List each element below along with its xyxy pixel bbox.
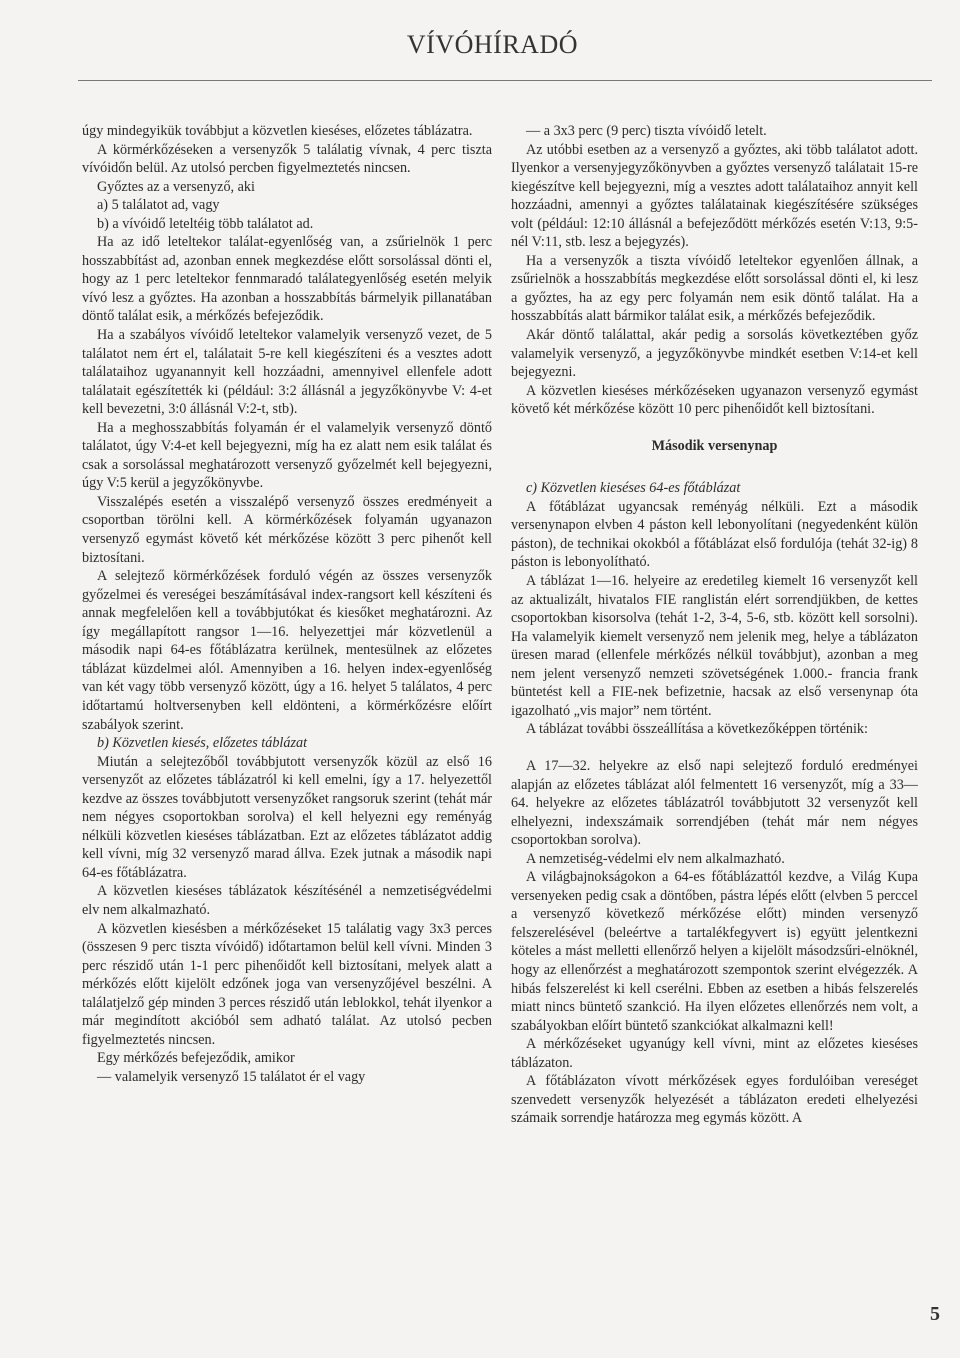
section-title: Második versenynap xyxy=(651,437,778,454)
paragraph: A világbajnokságokon a 64-es főtáblázattól kezdve, a Világ Kupa versenyeken pedig csak a döntőben, pástra lépés előtt (elvben 5 perccel a versenyző következő mérkőzése előtt) minden versenyző felszerelésével (beleértve a tartalékfegyvert is) együtt jelentkezni köteles a mást melletti ellenőrző helyen a kijelölt másodzsűri-elnöknél, hogy az ellenőrzést a meghatározott szempontok szerint elvégezzék. A hibás felszerelést ki kell cserélni. Ebben az esetben a hibás felszerelés miatt nincs büntető szankció. Ha ilyen előzetes ellenőrzés nem volt, a szabályokban előírt büntető szankciókat alkalmazni kell! xyxy=(511,869,918,1034)
list-item: — a 3x3 perc (9 perc) tiszta vívóidő letelt. xyxy=(526,123,767,139)
right-column xyxy=(511,122,918,1128)
list-item: b) a vívóidő leteltéig több találatot ad. xyxy=(97,215,314,232)
list-item: — valamelyik versenyző 15 találatot ér el vagy xyxy=(97,1068,366,1085)
left-column xyxy=(82,122,492,1086)
paragraph: A főtáblázat ugyancsak reményág nélküli. Ezt a második versenynapon elvben 4 páston kell lebonyolítani (negyedenként külön páston), de technikai okokból a főtáblázat első fordulója (tehát 32-ig) 8 páston is lebonyolítható. xyxy=(511,498,918,571)
paragraph: A mérkőzéseket ugyanúgy kell vívni, mint az előzetes kieséses táblázaton. xyxy=(511,1036,918,1071)
paragraph: A közvetlen kieséses táblázatok készítésénél a nemzetiségvédelmi elv nem alkalmazható. xyxy=(82,883,492,918)
section-heading: c) Közvetlen kieséses 64-es főtáblázat xyxy=(526,480,741,497)
paragraph: A táblázat további összeállítása a következőképpen történik: xyxy=(526,721,868,738)
paragraph: A 17—32. helyekre az első napi selejtező forduló eredményei alapján az előzetes táblázat alól felmentett 16 versenyzőt, míg a 33—64. helyekre az előzetes táblázatról továbbjutott 32 versenyzőt kell elhelyezni, indexszámaik sorrendjében (tehát már nem négyes csoportokban sorolva). xyxy=(511,757,918,849)
header-divider xyxy=(78,80,932,81)
paragraph: Ha a szabályos vívóidő leteltekor valamelyik versenyző vezet, de 5 találatot nem ért el, találatait 5-re kell kiegészíteni és a vesztes adott találataihoz ugyanannyit kell hozzáadni, amennyivel ellenfele adott találatait egészítették ki (például: 3:2 állásnál a jegyzőkönyvbe V: 4-et kell bevezetni, 3:0 állásnál V:2-t, stb). xyxy=(82,327,492,418)
paragraph: Akár döntő találattal, akár pedig a sorsolás következtében győz valamelyik versenyző, a jegyzőkönyvbe mindkét esetben V:14-et kell bejegyezni. xyxy=(511,327,918,381)
paragraph: Az utóbbi esetben az a versenyző a győztes, aki több találatot adott. Ilyenkor a versenyjegyzőkönyvben a győztes versenyző találatait 15-re kiegészítve kell bejegyezni, míg a vesztes adott találataihoz annyit kell hozzáadni, amennyi a győztes találatainak kiegészítésére szükséges volt (például: 12:10 állásnál a befejeződött mérkőzés esetén V:13, 9:5-nél V:11, stb. lesz a bejegyzés). xyxy=(511,141,918,251)
paragraph: A selejtező körmérkőzések forduló végén az összes versenyzők győzelmei és vereségei beszámításával index-rangsort kell készíteni és annak megfelelően kell a továbbjutókat és kiesőket meghatározni. Az így megállapított rangsor 1—16. helyezettjei már közvetlenül a második napi 64-es főtáblázatra kerülnek, mentesülnek az előzetes táblázat küzdelmei alól. Amennyiben a 16. helyen index-egyenlőség van két vagy több versenyző között, úgy a 16. helyet 5 találatos, 4 perc időtartamú holtversenyben kell eldönteni, a körmérkőzésre előírt szabályok szerint. xyxy=(82,568,492,733)
paragraph: A körmérkőzéseken a versenyzők 5 találatig vívnak, 4 perc tiszta vívóidőn belül. Az utolsó percben figyelmeztetés nincsen. xyxy=(82,141,492,177)
paragraph: A közvetlen kieséses mérkőzéseken ugyanazon versenyző egymást követő két mérkőzése között 10 perc pihenőidőt kell biztosítani. xyxy=(511,382,918,418)
paragraph: A főtáblázaton vívott mérkőzések egyes fordulóiban vereséget szenvedett versenyzők helyezését a táblázaton eredeti elhelyezési számaik sorrendje határozza meg egymás között. A xyxy=(511,1073,918,1127)
paragraph: Ha az idő leteltekor találat-egyenlőség van, a zsűrielnök 1 perc hosszabbítást ad, azonban ennek megkezdése előtt sorsolással dönti el, hogy az 1 perc leteltekor fennmaradó találategyenlőség esetén melyik vívó lesz a győztes. Ha azonban a hosszabbítás bármelyik pillanatában döntő találat esik, a mérkőzés befejeződik. xyxy=(82,234,492,325)
paragraph: Miután a selejtezőből továbbjutott versenyzők közül az első 16 versenyzőt az előzetes táblázatról ki kell emelni, így a 17. helyezettől kezdve az összes továbbjutott versenyzőket rangsoruk szerint (tehát már nem négyes csoportokban sorolva) el kell helyezni egy reményág nélküli közvetlen kieséses táblázatban. Ezt az előzetes táblázatot addig kell vívni, míg 32 versenyző marad állva. Ezek jutnak a második napi 64-es főtáblázatra. xyxy=(82,753,492,881)
list-item: a) 5 találatot ad, vagy xyxy=(97,197,220,214)
paragraph: úgy mindegyikük továbbjut a közvetlen kieséses, előzetes táblázatra. xyxy=(82,123,473,139)
paragraph: Egy mérkőzés befejeződik, amikor xyxy=(97,1050,295,1067)
paragraph: A nemzetiség-védelmi elv nem alkalmazható. xyxy=(526,850,785,867)
page-title: VÍVÓHÍRADÓ xyxy=(406,30,578,59)
paragraph: A közvetlen kiesésben a mérkőzéseket 15 találatig vagy 3x3 perces (összesen 9 perc tiszta vívóidő) időtartamon belül kell vívni. Minden 3 perc részidő után 1-1 perc pihenőidőt kell biztosítani, melyek alatt a mérkőzés előtt kijelölt edzőnek joga van versenyzőjével beszélni. A találatjelző gép minden 3 perces részidő után leblokkol, tehát ilyenkor a már megindított akcióból sem adható találat. Az utolsó pecben figyelmeztetés nincsen. xyxy=(82,920,492,1048)
paragraph: A táblázat 1—16. helyeire az eredetileg kiemelt 16 versenyzőt kell az aktualizált, hivatalos FIE ranglistán elért sorrendjükben, de kettes csoportokban kisorsolva (tehát 1-2, 3-4, 5-6, stb. között kell sorsolni). Ha valamelyik kiemelt versenyző nem jelenik meg, helye a táblázaton üresen marad (ellenfele mérkőzés nélkül továbbjut), azonban a meg nem jelent versenyző nemzeti szövetségének 1.000.- francia frank büntetést kell a FIE-nek befizetnie, hacsak az első versenynap óta igazolható „vis major” nem történt. xyxy=(511,573,918,719)
paragraph: Ha a versenyzők a tiszta vívóidő leteltekor egyenlően állnak, a zsűrielnök a hosszabbítás megkezdése előtt sorsolással dönti el, ki lesz a győztes, ha az egy perc folyamán nem esik döntő találat. Ha a hosszabbítás alatt bármikor találat esik, a mérkőzés befejeződik. xyxy=(511,252,918,325)
page-number: 5 xyxy=(930,1303,940,1325)
paragraph: Visszalépés esetén a visszalépő versenyző összes eredményeit a csoportban törölni kell. A körmérkőzések folyamán ugyanazon versenyző egymást követő két mérkőzése között 3 perc pihenőt kell biztosítani. xyxy=(82,493,492,566)
paragraph: Győztes az a versenyző, aki xyxy=(97,178,255,195)
section-heading: b) Közvetlen kiesés, előzetes táblázat xyxy=(97,735,308,752)
paragraph: Ha a meghosszabbítás folyamán ér el valamelyik versenyző döntő találatot, úgy V:4-et kell bejegyezni, míg ha ez alatt nem esik találat és csak a sorsolással meghatározott versenyző győzelmét kell bejegyezni, úgy V:5 kerül a jegyzőkönyvbe. xyxy=(82,419,492,492)
